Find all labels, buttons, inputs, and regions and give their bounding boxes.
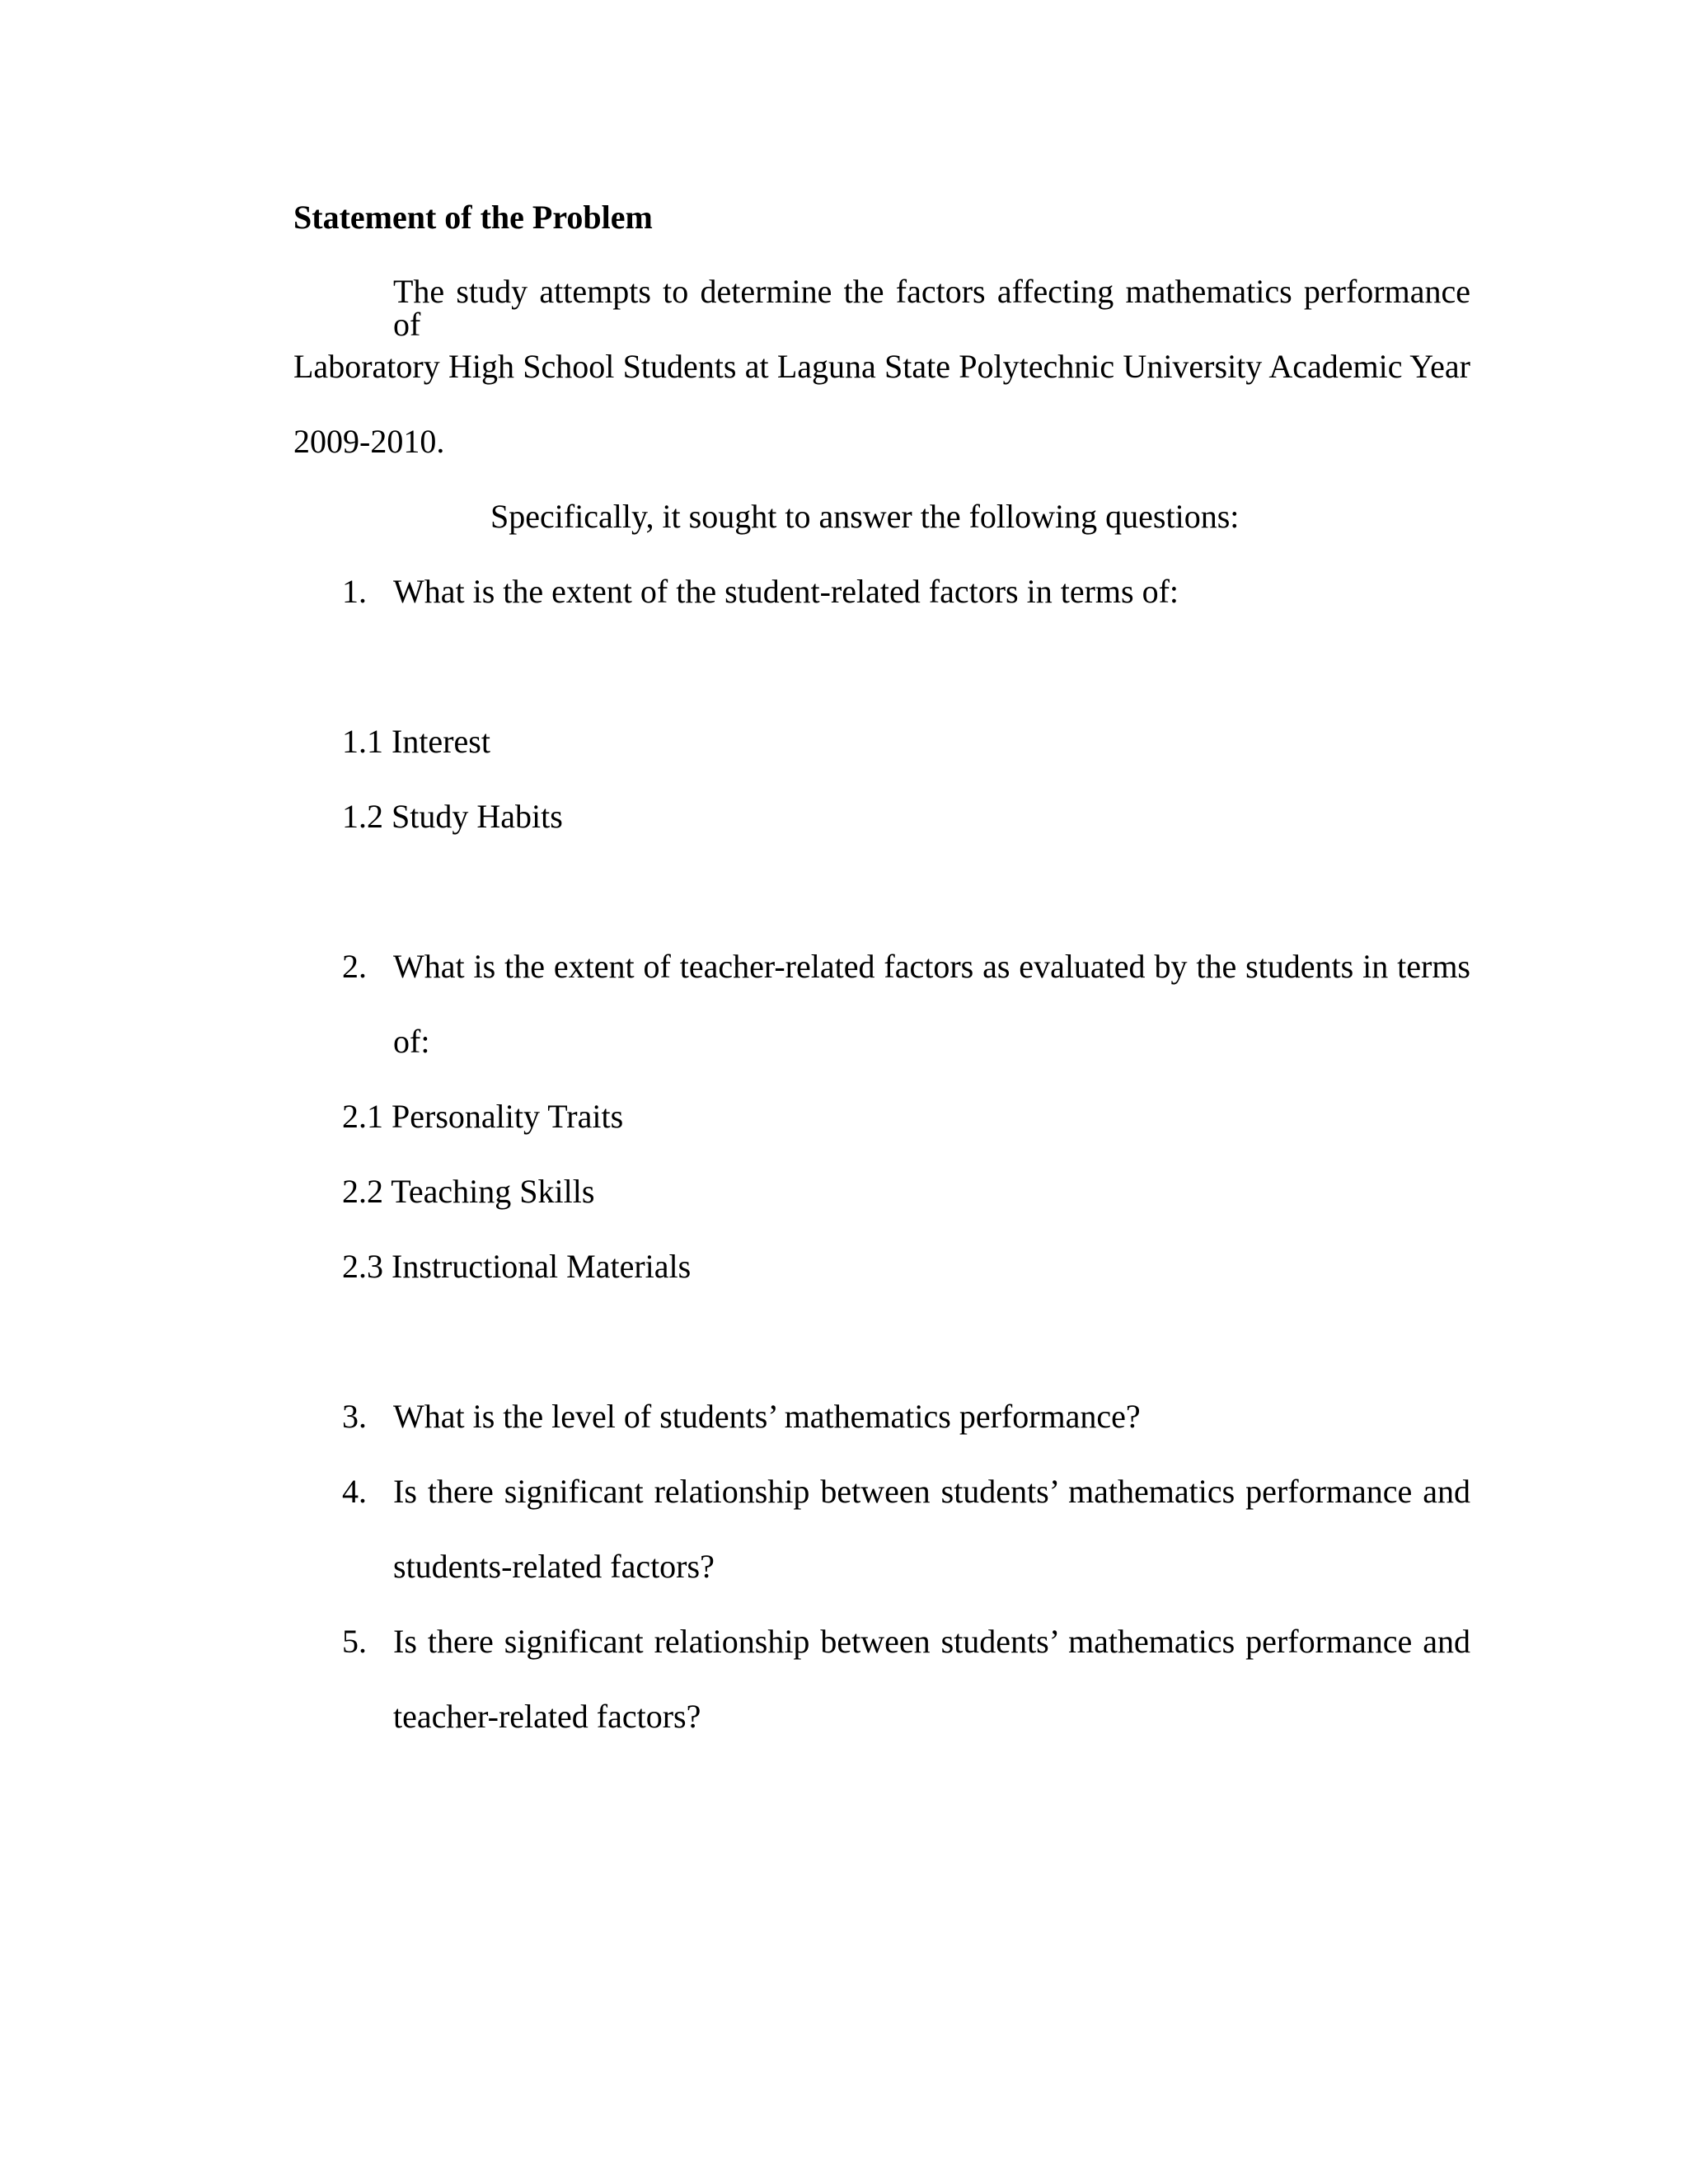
intro-line-3: 2009-2010. [293,423,445,460]
q2-line-1: What is the extent of teacher-related factors as evaluated by the students in terms [393,948,1470,985]
q2-line-2: of: [393,1023,430,1060]
q3-text: What is the level of students’ mathematics performance? [393,1398,1141,1435]
q1-sub-study-habits: 1.2 Study Habits [342,798,563,835]
q1-number: 1. [342,573,367,610]
q2-sub-teaching-skills: 2.2 Teaching Skills [342,1173,595,1210]
q1-text: What is the extent of the student-related factors in terms of: [393,573,1179,610]
intro-line-2: Laboratory High School Students at Laguna State Polytechnic University Academic Year [293,348,1470,385]
q5-line-2: teacher-related factors? [393,1698,701,1735]
questions-lead: Specifically, it sought to answer the following questions: [490,498,1240,535]
q5-number: 5. [342,1623,367,1660]
section-heading: Statement of the Problem [293,199,653,236]
q4-line-2: students-related factors? [393,1548,715,1585]
q1-sub-interest: 1.1 Interest [342,723,490,760]
intro-line-1: The study attempts to determine the factors affecting mathematics performance of [393,273,1470,343]
q2-sub-personality: 2.1 Personality Traits [342,1098,624,1135]
q3-number: 3. [342,1398,367,1435]
q4-line-1: Is there significant relationship between students’ mathematics performance and [393,1473,1470,1510]
q5-line-1: Is there significant relationship between students’ mathematics performance and [393,1623,1470,1660]
q4-number: 4. [342,1473,367,1510]
q2-number: 2. [342,948,367,985]
q2-sub-instructional: 2.3 Instructional Materials [342,1248,692,1285]
